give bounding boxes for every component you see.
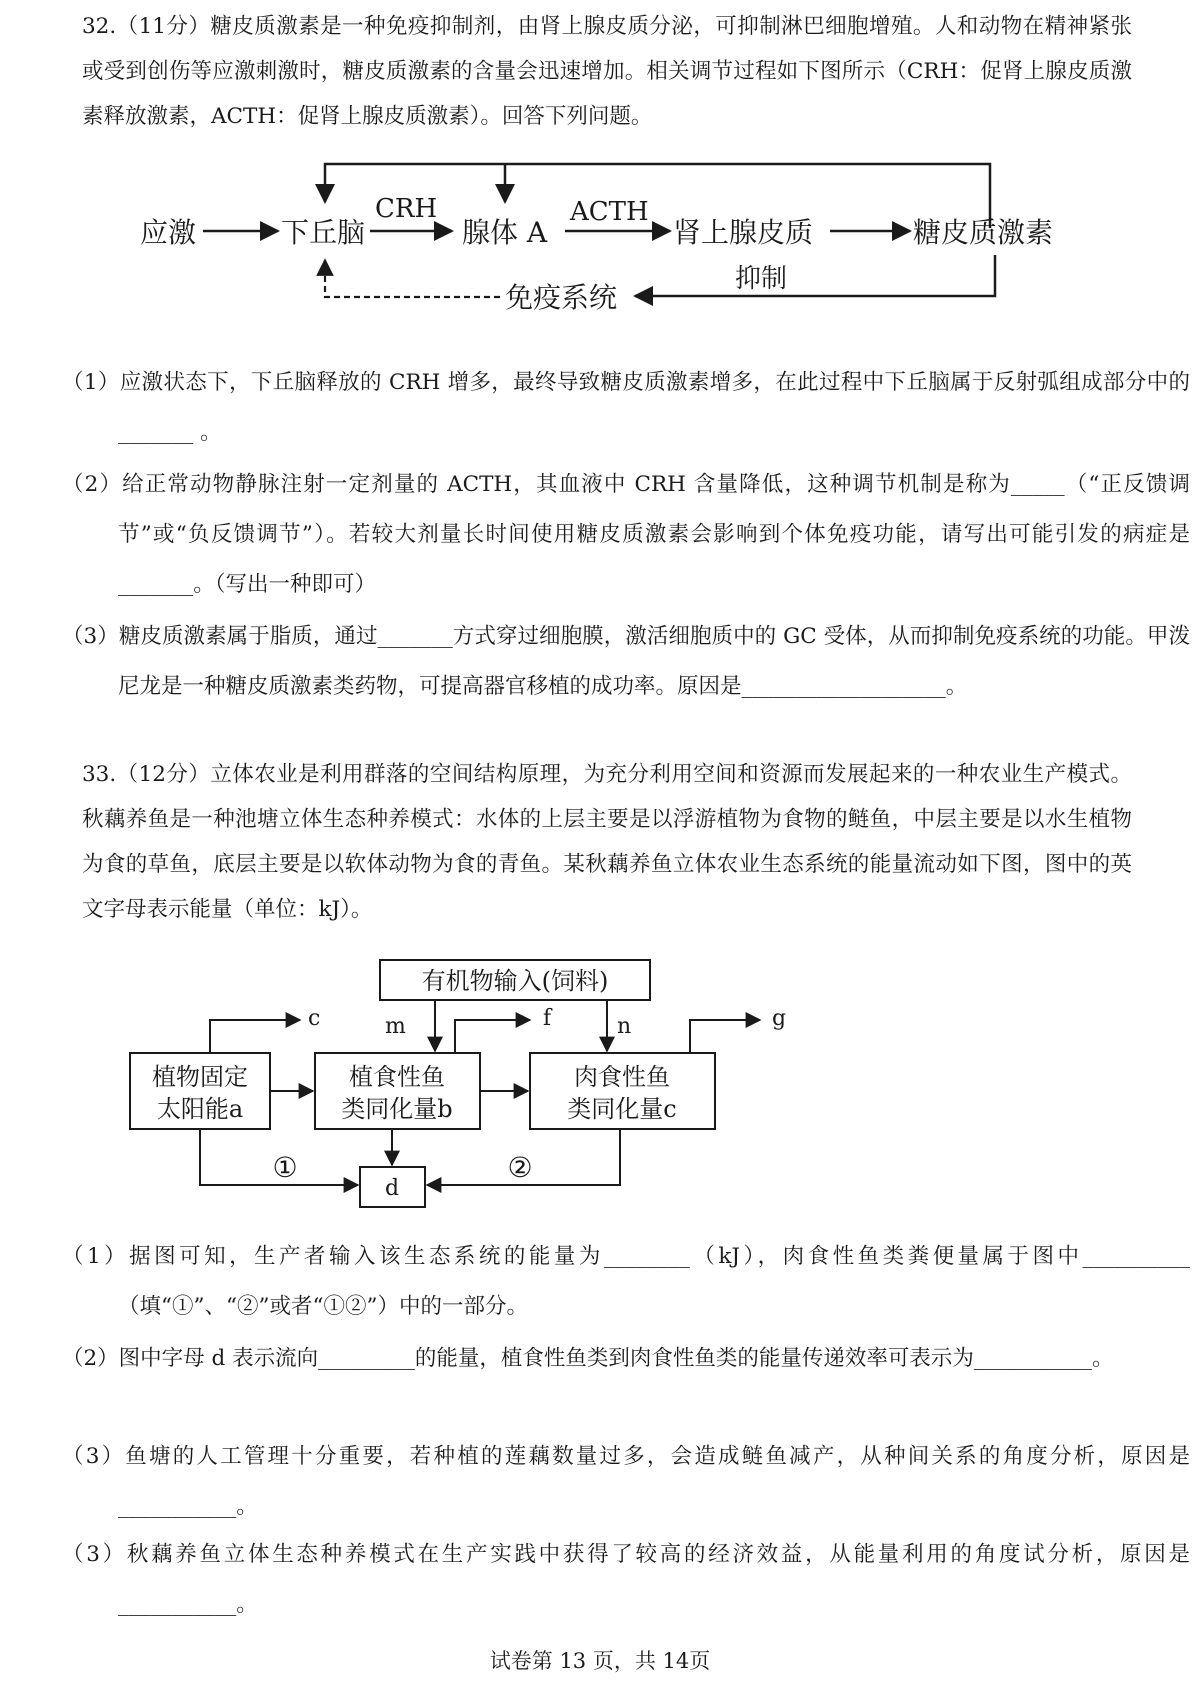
q32-inhibit-label: 抑制 bbox=[735, 264, 788, 294]
q33-circle2-label: ② bbox=[507, 1151, 533, 1184]
q33-f-label: f bbox=[543, 1006, 552, 1031]
q33-g-label: g bbox=[772, 1006, 787, 1031]
q33-carnivore-line1: 肉食性鱼 bbox=[574, 1063, 670, 1091]
q32-sub3: （3）糖皮质激素属于脂质，通过_______方式穿过细胞膜，激活细胞质中的 GC 受体，从而抑制免疫系统的功能。甲泼尼龙是一种糖皮质激素类药物，可提高器官移植的成功率。原因是___________________。 bbox=[62, 624, 1190, 699]
q33-sub2: （2）图中字母 d 表示流向_________的能量，植食性鱼类到肉食性鱼类的能量传递效率可表示为___________。 bbox=[62, 1346, 1114, 1371]
q33-sub4: （3）秋藕养鱼立体生态种养模式在生产实践中获得了较高的经济效益，从能量利用的角度试分析，原因是___________。 bbox=[62, 1542, 1190, 1617]
q33-herbivore-line2: 类同化量b bbox=[341, 1095, 453, 1123]
q33-producer-line2: 太阳能a bbox=[156, 1095, 244, 1123]
q32-gland-a-label: 腺体 A bbox=[462, 216, 548, 249]
q32-crh-label: CRH bbox=[375, 194, 438, 224]
q33-d-label: d bbox=[384, 1176, 400, 1201]
q33-sub1: （1）据图可知，生产者输入该生态系统的能量为________（kJ），肉食性鱼类粪便量属于图中__________（填“①”、“②”或者“①②”）中的一部分。 bbox=[62, 1244, 1190, 1319]
q33-energy-flow-diagram bbox=[0, 945, 1200, 1215]
q33-c-arrow bbox=[210, 1020, 300, 1053]
q33-intro: 33.（12分）立体农业是利用群落的空间结构原理，为充分利用空间和资源而发展起来的一种农业生产模式。秋藕养鱼是一种池塘立体生态种养模式：水体的上层主要是以浮游植物为食物的鲢鱼，中层主要是以水生植物为食的草鱼，底层主要是以软体动物为食的青鱼。某秋藕养鱼立体农业生态系统的能量流动如下图，图中的英文字母表示能量（单位：kJ）。 bbox=[82, 762, 1132, 922]
q33-circle1-label: ① bbox=[272, 1151, 298, 1184]
page-footer: 试卷第 13 页，共 14页 bbox=[489, 1649, 711, 1673]
q32-glucocorticoid-label: 糖皮质激素 bbox=[913, 216, 1054, 249]
q32-stress-label: 应激 bbox=[140, 216, 197, 249]
q32-sub2: （2）给正常动物静脉注射一定剂量的 ACTH，其血液中 CRH 含量降低，这种调节机制是称为_____（“正反馈调节”或“负反馈调节”）。若较大剂量长时间使用糖皮质激素会影响到个体免疫功能，请写出可能引发的病症是_______。（写出一种即可） bbox=[62, 472, 1190, 597]
q32-sub1: （1）应激状态下，下丘脑释放的 CRH 增多，最终导致糖皮质激素增多，在此过程中下丘脑属于反射弧组成部分中的_______ 。 bbox=[62, 370, 1190, 445]
q32-hormone-regulation-diagram bbox=[0, 150, 1200, 325]
q32-immune-system-label: 免疫系统 bbox=[505, 281, 618, 314]
q32-hypothalamus-label: 下丘脑 bbox=[281, 216, 366, 249]
q33-carnivore-line2: 类同化量c bbox=[567, 1095, 677, 1123]
q33-herbivore-line1: 植食性鱼 bbox=[349, 1063, 445, 1091]
q33-m-label: m bbox=[385, 1014, 406, 1039]
q33-sub3: （3）鱼塘的人工管理十分重要，若种植的莲藕数量过多，会造成鲢鱼减产，从种间关系的角度分析，原因是___________。 bbox=[62, 1444, 1190, 1519]
q32-inhibit-line bbox=[635, 255, 995, 296]
q33-n-label: n bbox=[617, 1014, 632, 1039]
q33-c-label: c bbox=[308, 1006, 321, 1031]
q33-g-arrow bbox=[690, 1020, 760, 1053]
q32-dashed-feedback-line bbox=[325, 260, 500, 297]
q33-producer-line1: 植物固定 bbox=[152, 1063, 248, 1091]
q32-intro: 32.（11分）糖皮质激素是一种免疫抑制剂，由肾上腺皮质分泌，可抑制淋巴细胞增殖。人和动物在精神紧张或受到创伤等应激刺激时，糖皮质激素的含量会迅速增加。相关调节过程如下图所示（CRH：促肾上腺皮质激素释放激素，ACTH：促肾上腺皮质激素）。回答下列问题。 bbox=[82, 14, 1132, 129]
q32-adrenal-cortex-label: 肾上腺皮质 bbox=[673, 216, 814, 249]
q33-f-arrow bbox=[455, 1020, 530, 1053]
q33-organic-input-label: 有机物输入(饲料) bbox=[421, 967, 609, 995]
q32-acth-label: ACTH bbox=[570, 197, 649, 227]
